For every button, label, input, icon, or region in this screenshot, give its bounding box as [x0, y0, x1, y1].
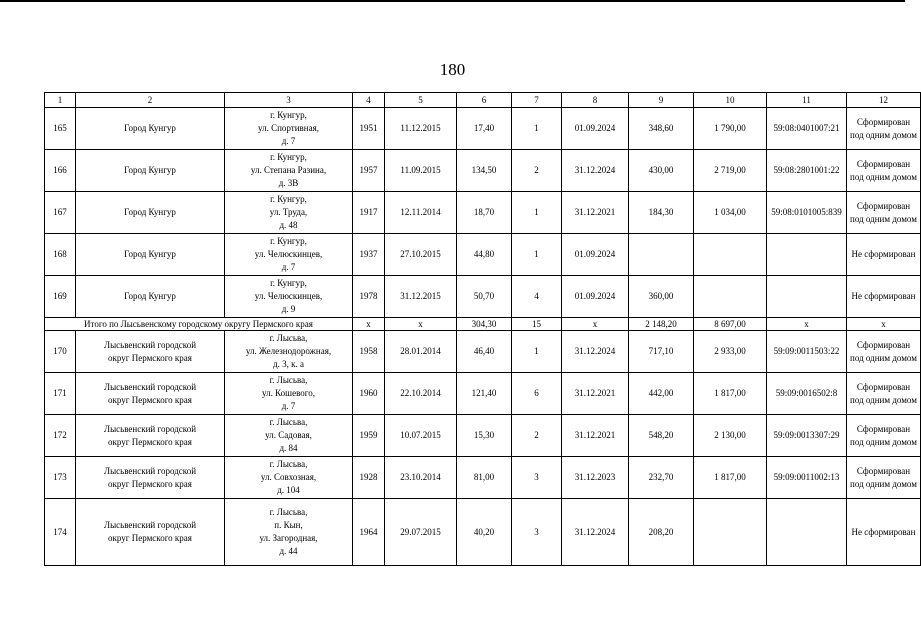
- address-cell-line: д. 3, к. а: [273, 359, 304, 369]
- row-number: 171: [45, 373, 76, 415]
- year-cell: 1917: [353, 192, 385, 234]
- address-cell: [225, 150, 353, 192]
- address-cell-line: д. 3В: [278, 178, 299, 188]
- municipality-cell: [76, 373, 225, 415]
- cadastre-cell: 59:08:0101005:839: [767, 192, 847, 234]
- year-cell: 1964: [353, 499, 385, 566]
- value-2-cell: 1 817,00: [694, 373, 767, 415]
- total-row: [45, 318, 921, 331]
- planned-date-cell: 31.12.2021: [562, 373, 629, 415]
- municipality-cell-line: Лысьвенский городской: [103, 423, 197, 434]
- land-status-cell-line: под одним домом: [850, 394, 917, 405]
- total-cadastre: x: [767, 318, 847, 331]
- table-header-row: [45, 93, 921, 108]
- municipality-cell-line: Лысьвенский городской: [103, 339, 197, 350]
- year-cell: 1959: [353, 415, 385, 457]
- address-cell: [225, 108, 353, 150]
- address-cell-line: г. Лысьва,: [269, 507, 308, 517]
- area-cell: 40,20: [457, 499, 512, 566]
- table-row: [45, 499, 921, 566]
- column-header: 4: [353, 93, 385, 108]
- column-header: 1: [45, 93, 76, 108]
- residents-count-cell: 2: [512, 150, 562, 192]
- row-number: 174: [45, 499, 76, 566]
- table-row: [45, 457, 921, 499]
- land-status-cell: [847, 192, 921, 234]
- planned-date-cell: 31.12.2024: [562, 499, 629, 566]
- land-status-cell: [847, 234, 921, 276]
- address-cell-line: г. Лысьва,: [269, 417, 308, 427]
- municipality-cell-line: округ Пермского края: [108, 352, 192, 363]
- land-status-cell: [847, 276, 921, 318]
- date-recognized-cell: 12.11.2014: [385, 192, 457, 234]
- year-cell: 1957: [353, 150, 385, 192]
- address-cell-line: ул. Кошевого,: [262, 388, 315, 398]
- value-1-cell: 548,20: [629, 415, 694, 457]
- address-cell: [225, 457, 353, 499]
- land-status-cell-line: под одним домом: [850, 171, 917, 182]
- municipality-cell-line: Лысьвенский городской: [103, 465, 197, 476]
- planned-date-cell: 01.09.2024: [562, 108, 629, 150]
- row-number: 172: [45, 415, 76, 457]
- address-cell-line: г. Лысьва,: [269, 333, 308, 343]
- value-2-cell: [694, 499, 767, 566]
- row-number: 166: [45, 150, 76, 192]
- value-2-cell: 2 933,00: [694, 331, 767, 373]
- table-row: [45, 276, 921, 318]
- value-1-cell: 717,10: [629, 331, 694, 373]
- municipality-cell: [76, 457, 225, 499]
- address-cell-line: ул. Садовая,: [265, 430, 312, 440]
- area-cell: 18,70: [457, 192, 512, 234]
- land-status-cell-line: Не сформирован: [851, 291, 916, 301]
- address-cell-line: д. 44: [279, 546, 298, 556]
- address-cell-line: д. 7: [281, 136, 296, 146]
- value-2-cell: 1 790,00: [694, 108, 767, 150]
- value-1-cell: [629, 234, 694, 276]
- total-year: x: [353, 318, 385, 331]
- land-status-cell-line: под одним домом: [850, 352, 917, 363]
- date-recognized-cell: 23.10.2014: [385, 457, 457, 499]
- table-row: [45, 192, 921, 234]
- residents-count-cell: 1: [512, 108, 562, 150]
- column-header: 11: [767, 93, 847, 108]
- date-recognized-cell: 11.12.2015: [385, 108, 457, 150]
- scan-top-border: [0, 0, 905, 2]
- address-cell-line: г. Лысьва,: [269, 375, 308, 385]
- municipality-cell: [76, 331, 225, 373]
- column-header: 12: [847, 93, 921, 108]
- table-row: [45, 373, 921, 415]
- total-val1: 2 148,20: [629, 318, 694, 331]
- year-cell: 1960: [353, 373, 385, 415]
- date-recognized-cell: 29.07.2015: [385, 499, 457, 566]
- land-status-cell-line: Сформирован: [856, 116, 911, 127]
- planned-date-cell: 31.12.2021: [562, 415, 629, 457]
- address-cell-line: ул. Труда,: [269, 207, 308, 217]
- total-date2: x: [562, 318, 629, 331]
- land-status-cell-line: под одним домом: [850, 213, 917, 224]
- area-cell: 46,40: [457, 331, 512, 373]
- address-cell-line: д. 104: [277, 485, 300, 495]
- planned-date-cell: 31.12.2021: [562, 192, 629, 234]
- area-cell: 81,00: [457, 457, 512, 499]
- column-header: 8: [562, 93, 629, 108]
- row-number: 173: [45, 457, 76, 499]
- address-cell-line: ул. Степана Разина,: [250, 165, 327, 175]
- area-cell: 17,40: [457, 108, 512, 150]
- municipality-cell-line: Лысьвенский городской: [103, 520, 197, 530]
- cadastre-cell: [767, 276, 847, 318]
- column-header: 2: [76, 93, 225, 108]
- address-cell-line: д. 7: [281, 262, 296, 272]
- address-cell-line: ул. Челюскинцев,: [254, 291, 323, 301]
- address-cell-line: ул. Совхозная,: [260, 472, 317, 482]
- land-status-cell-line: Сформирован: [856, 200, 911, 211]
- year-cell: 1958: [353, 331, 385, 373]
- land-status-cell-line: Сформирован: [856, 158, 911, 169]
- value-2-cell: 2 130,00: [694, 415, 767, 457]
- land-status-cell: [847, 373, 921, 415]
- address-cell-line: г. Кунгур,: [270, 110, 307, 120]
- land-status-cell: [847, 150, 921, 192]
- residents-count-cell: 1: [512, 331, 562, 373]
- address-cell: [225, 192, 353, 234]
- municipality-cell-line: округ Пермского края: [108, 394, 192, 405]
- area-cell: 134,50: [457, 150, 512, 192]
- row-number: 169: [45, 276, 76, 318]
- address-cell-line: ул. Железнодорожная,: [245, 346, 332, 356]
- cadastre-cell: [767, 499, 847, 566]
- address-cell: [225, 234, 353, 276]
- residents-count-cell: 2: [512, 415, 562, 457]
- land-status-cell: [847, 415, 921, 457]
- municipality-cell-line: Лысьвенский городской: [103, 381, 197, 392]
- total-label: Итого по Лысьвенскому городскому округу Пермского края: [45, 318, 353, 331]
- row-number: 167: [45, 192, 76, 234]
- page-number: 180: [439, 60, 466, 79]
- cadastre-cell: 59:09:0011503:22: [767, 331, 847, 373]
- registry-table: [44, 92, 921, 566]
- column-header: 3: [225, 93, 353, 108]
- land-status-cell-line: Сформирован: [856, 423, 911, 434]
- date-recognized-cell: 27.10.2015: [385, 234, 457, 276]
- municipality-cell: Город Кунгур: [76, 276, 225, 318]
- year-cell: 1978: [353, 276, 385, 318]
- row-number: 168: [45, 234, 76, 276]
- municipality-cell: [76, 415, 225, 457]
- value-1-cell: 232,70: [629, 457, 694, 499]
- address-cell-line: д. 9: [281, 304, 296, 314]
- land-status-cell-line: Сформирован: [856, 381, 911, 392]
- date-recognized-cell: 31.12.2015: [385, 276, 457, 318]
- planned-date-cell: 31.12.2023: [562, 457, 629, 499]
- residents-count-cell: 3: [512, 457, 562, 499]
- area-cell: 44,80: [457, 234, 512, 276]
- address-cell-line: г. Кунгур,: [270, 236, 307, 246]
- planned-date-cell: 01.09.2024: [562, 234, 629, 276]
- table-row: [45, 150, 921, 192]
- residents-count-cell: 1: [512, 192, 562, 234]
- value-2-cell: [694, 234, 767, 276]
- municipality-cell-line: округ Пермского края: [108, 478, 192, 489]
- address-cell-line: д. 7: [281, 401, 296, 411]
- planned-date-cell: 31.12.2024: [562, 331, 629, 373]
- address-cell: [225, 415, 353, 457]
- municipality-cell: Город Кунгур: [76, 234, 225, 276]
- land-status-cell-line: под одним домом: [850, 436, 917, 447]
- total-status: x: [847, 318, 921, 331]
- cadastre-cell: 59:08:2801001:22: [767, 150, 847, 192]
- address-cell-line: ул. Челюскинцев,: [254, 249, 323, 259]
- value-1-cell: 360,00: [629, 276, 694, 318]
- value-2-cell: [694, 276, 767, 318]
- land-status-cell: [847, 457, 921, 499]
- cadastre-cell: [767, 234, 847, 276]
- land-status-cell-line: Сформирован: [856, 465, 911, 476]
- address-cell-line: г. Кунгур,: [270, 194, 307, 204]
- land-status-cell-line: Не сформирован: [851, 249, 916, 259]
- residents-count-cell: 3: [512, 499, 562, 566]
- address-cell-line: г. Кунгур,: [270, 278, 307, 288]
- column-header: 10: [694, 93, 767, 108]
- address-cell: [225, 276, 353, 318]
- land-status-cell-line: под одним домом: [850, 478, 917, 489]
- value-1-cell: 184,30: [629, 192, 694, 234]
- planned-date-cell: 31.12.2024: [562, 150, 629, 192]
- area-cell: 121,40: [457, 373, 512, 415]
- column-header: 5: [385, 93, 457, 108]
- table-row: [45, 331, 921, 373]
- cadastre-cell: 59:09:0016502:8: [767, 373, 847, 415]
- table-row: [45, 234, 921, 276]
- land-status-cell-line: Сформирован: [856, 339, 911, 350]
- value-2-cell: 1 817,00: [694, 457, 767, 499]
- address-cell: [225, 499, 353, 566]
- residents-count-cell: 6: [512, 373, 562, 415]
- address-cell-line: г. Кунгур,: [270, 152, 307, 162]
- table-row: [45, 415, 921, 457]
- planned-date-cell: 01.09.2024: [562, 276, 629, 318]
- total-val2: 8 697,00: [694, 318, 767, 331]
- date-recognized-cell: 11.09.2015: [385, 150, 457, 192]
- value-1-cell: 442,00: [629, 373, 694, 415]
- value-1-cell: 208,20: [629, 499, 694, 566]
- row-number: 170: [45, 331, 76, 373]
- address-cell-line: ул. Загородная,: [259, 533, 318, 543]
- table-row: [45, 108, 921, 150]
- address-cell-line: д. 48: [279, 220, 298, 230]
- land-status-cell-line: Не сформирован: [851, 526, 916, 537]
- municipality-cell: Город Кунгур: [76, 108, 225, 150]
- municipality-cell-line: округ Пермского края: [108, 533, 192, 543]
- cadastre-cell: 59:09:0011002:13: [767, 457, 847, 499]
- land-status-cell-line: под одним домом: [850, 129, 917, 140]
- year-cell: 1928: [353, 457, 385, 499]
- column-header: 6: [457, 93, 512, 108]
- date-recognized-cell: 22.10.2014: [385, 373, 457, 415]
- value-2-cell: 1 034,00: [694, 192, 767, 234]
- date-recognized-cell: 28.01.2014: [385, 331, 457, 373]
- land-status-cell: [847, 499, 921, 566]
- column-header: 9: [629, 93, 694, 108]
- land-status-cell: [847, 331, 921, 373]
- address-cell: [225, 331, 353, 373]
- address-cell-line: ул. Спортивная,: [258, 123, 319, 133]
- land-status-cell: [847, 108, 921, 150]
- area-cell: 15,30: [457, 415, 512, 457]
- municipality-cell-line: округ Пермского края: [108, 436, 192, 447]
- cadastre-cell: 59:08:0401007:21: [767, 108, 847, 150]
- row-number: 165: [45, 108, 76, 150]
- total-date1: x: [385, 318, 457, 331]
- value-2-cell: 2 719,00: [694, 150, 767, 192]
- date-recognized-cell: 10.07.2015: [385, 415, 457, 457]
- residents-count-cell: 1: [512, 234, 562, 276]
- year-cell: 1937: [353, 234, 385, 276]
- column-header: 7: [512, 93, 562, 108]
- total-count: 15: [512, 318, 562, 331]
- municipality-cell: Город Кунгур: [76, 192, 225, 234]
- residents-count-cell: 4: [512, 276, 562, 318]
- address-cell: [225, 373, 353, 415]
- municipality-cell: [76, 499, 225, 566]
- value-1-cell: 348,60: [629, 108, 694, 150]
- address-cell-line: г. Лысьва,: [269, 459, 308, 469]
- area-cell: 50,70: [457, 276, 512, 318]
- address-cell-line: п. Кын,: [274, 520, 303, 530]
- municipality-cell: Город Кунгур: [76, 150, 225, 192]
- value-1-cell: 430,00: [629, 150, 694, 192]
- cadastre-cell: 59:09:0013307:29: [767, 415, 847, 457]
- year-cell: 1951: [353, 108, 385, 150]
- address-cell-line: д. 84: [279, 443, 298, 453]
- total-area: 304,30: [457, 318, 512, 331]
